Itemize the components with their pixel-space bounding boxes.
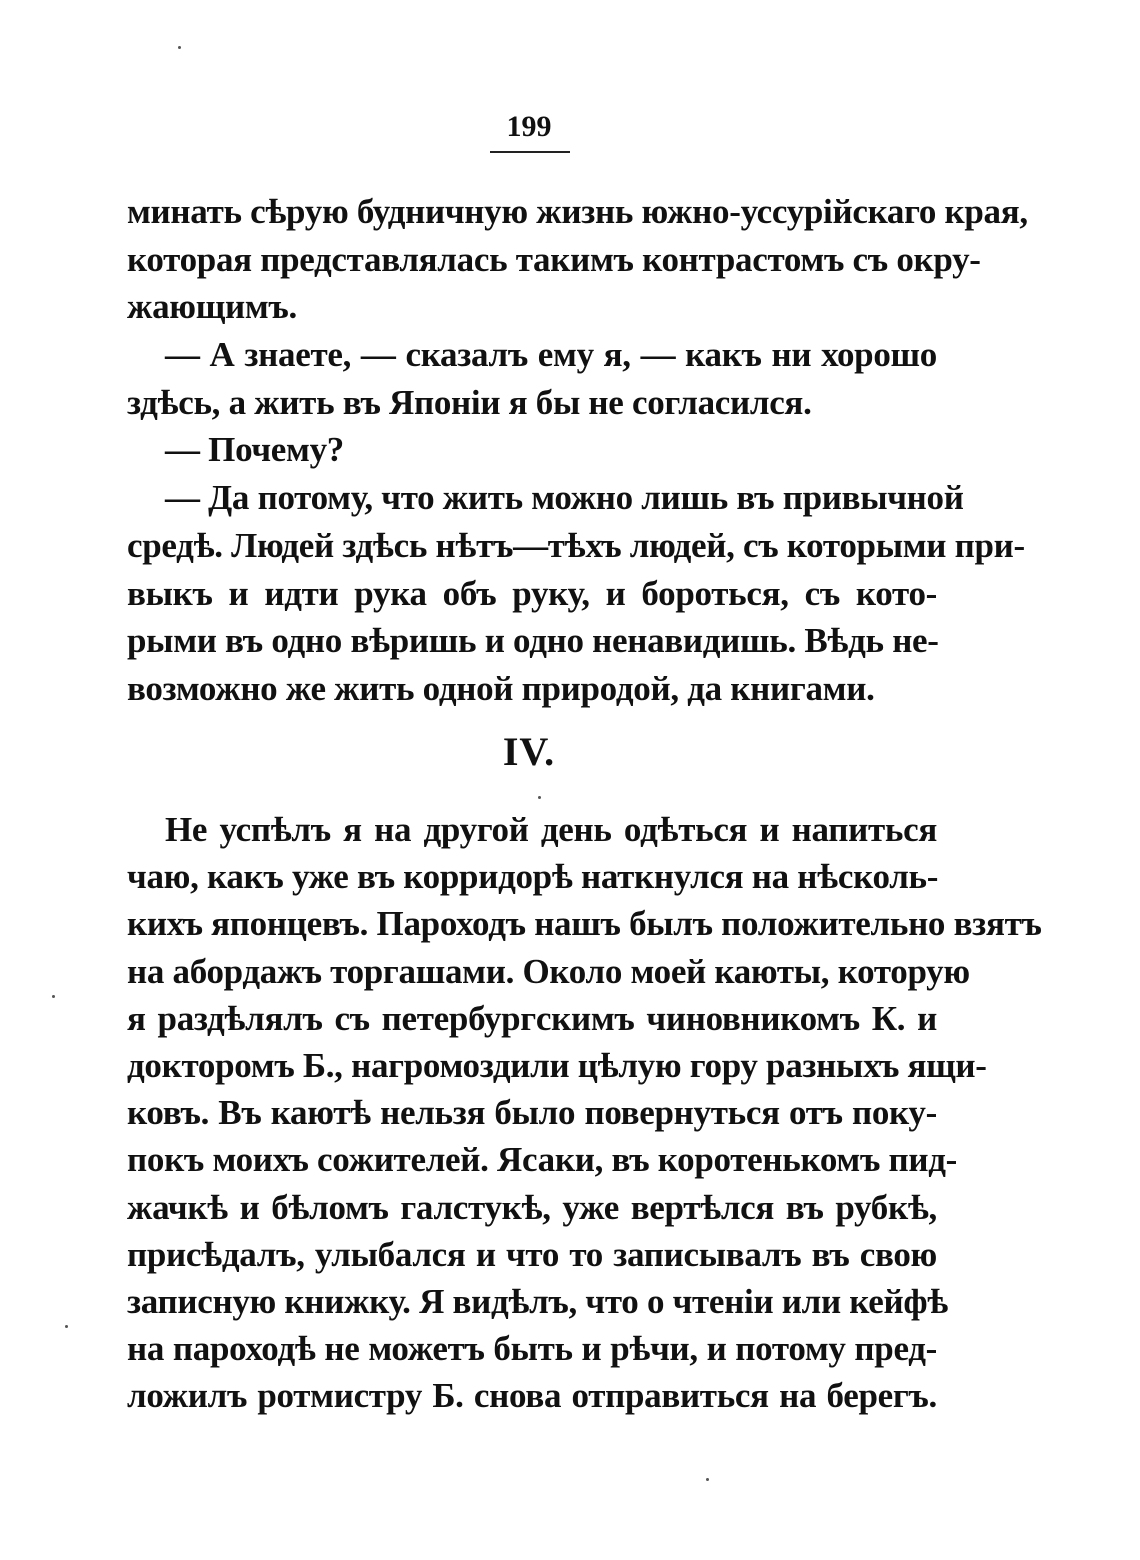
text-line: жачкѣ и бѣломъ галстукѣ, уже вертѣлся въ рубкѣ, (127, 1187, 937, 1227)
text-line: здѣсь, а жить въ Японіи я бы не согласился. (127, 382, 812, 422)
text-line: средѣ. Людей здѣсь нѣтъ—тѣхъ людей, съ которыми при- (127, 525, 1025, 565)
text-line: ковъ. Въ каютѣ нельзя было повернуться отъ поку- (127, 1093, 937, 1133)
text-line: чаю, какъ уже въ корридорѣ наткнулся на нѣсколь- (127, 857, 939, 897)
text-line: докторомъ Б., нагромоздили цѣлую гору разныхъ ящи- (127, 1045, 987, 1085)
text-line: кихъ японцевъ. Пароходъ нашъ былъ положительно взятъ (127, 904, 1042, 944)
text-line: записную книжку. Я видѣлъ, что о чтеніи или кейфѣ (127, 1281, 948, 1321)
text-line: на пароходѣ не можетъ быть и рѣчи, и потому пред- (127, 1329, 937, 1369)
text-line: Не успѣлъ я на другой день одѣться и напиться (165, 810, 937, 849)
text-line: выкъ и идти рука объ руку, и бороться, съ кото- (127, 573, 937, 613)
body-text-top (127, 188, 1028, 713)
text-line: рыми въ одно вѣришь и одно ненавидишь. Вѣдь не- (127, 621, 939, 661)
scan-speck (52, 995, 55, 998)
text-line: минать сѣрую будничную жизнь южно-уссурійскаго края, (127, 192, 1028, 231)
text-line: присѣдалъ, улыбался и что то записывалъ въ свою (127, 1234, 937, 1274)
scan-speck (706, 1478, 709, 1481)
section-heading: IV. (502, 729, 556, 774)
scan-speck (538, 796, 541, 799)
text-line: — Да потому, что жить можно лишь въ привычной (165, 478, 964, 518)
page-number: 199 (506, 110, 552, 143)
text-line: ложилъ ротмистру Б. снова отправиться на берегъ. (127, 1376, 937, 1416)
page-number-rule (490, 151, 570, 153)
text-line: возможно же жить одной природой, да книгами. (127, 668, 875, 708)
scan-speck (178, 46, 181, 49)
text-line: — А знаете, — сказалъ ему я, — какъ ни хорошо (165, 335, 937, 375)
body-text-section (127, 806, 1042, 1419)
text-line: — Почему? (165, 430, 344, 470)
text-line: я раздѣлялъ съ петербургскимъ чиновникомъ К. и (127, 998, 937, 1038)
text-line: покъ моихъ сожителей. Ясаки, въ коротенькомъ пид- (127, 1140, 958, 1180)
text-line: жающимъ. (127, 287, 297, 327)
text-line: которая представлялась такимъ контрастомъ съ окру- (127, 239, 981, 279)
text-line: на абордажъ торгашами. Около моей каюты, которую (127, 951, 970, 991)
scan-speck (65, 1325, 68, 1328)
